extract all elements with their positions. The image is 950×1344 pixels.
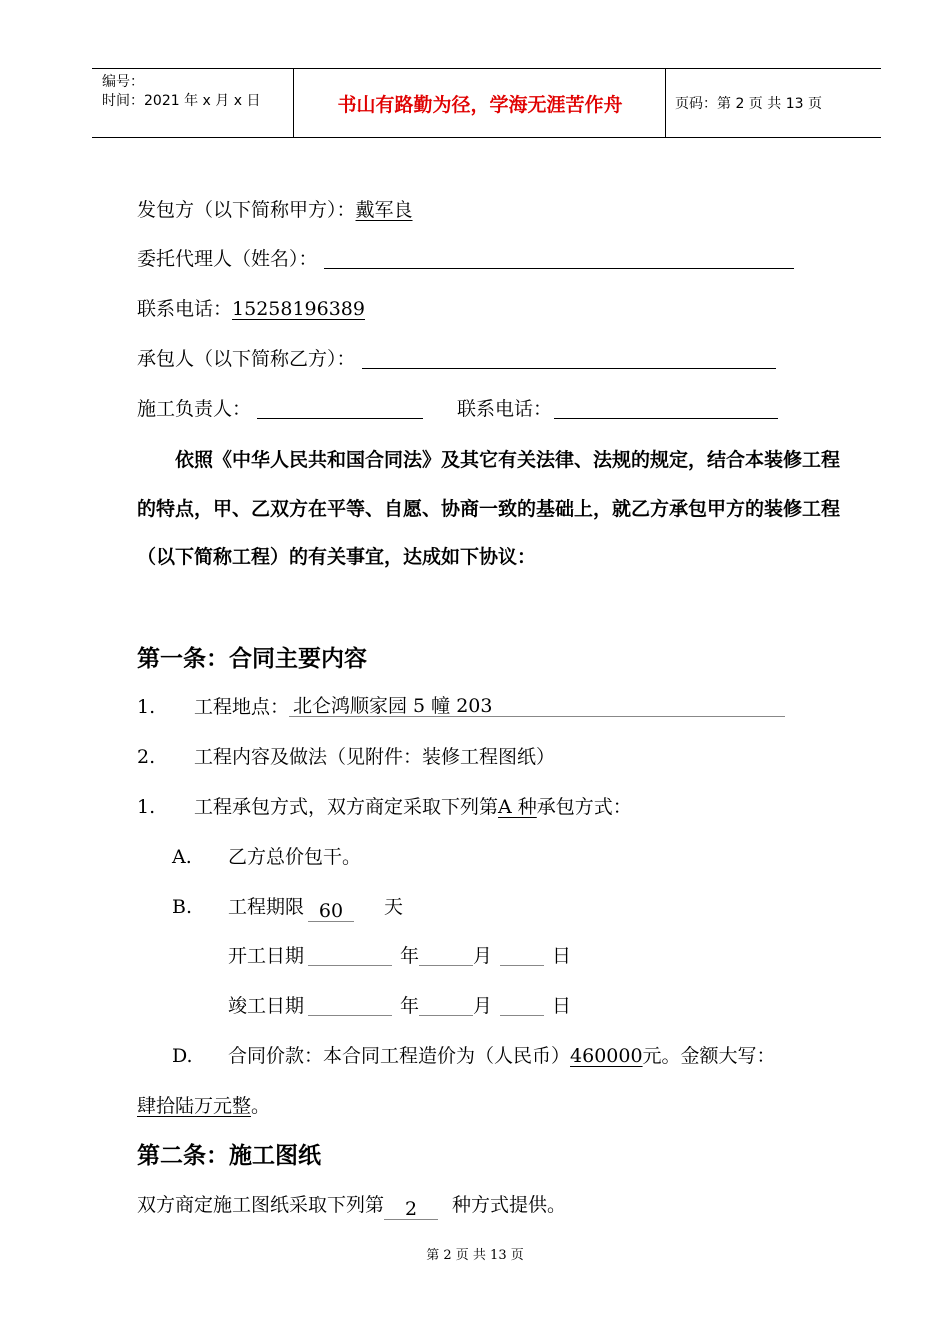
site-manager-blank: [257, 398, 423, 419]
contractor-label: 承包人（以下简称乙方）：: [137, 348, 356, 370]
start-month-blank: [419, 945, 473, 966]
site-manager-label: 施工负责人：: [137, 398, 252, 420]
header-page-number: 页码：第 2 页 共 13 页: [675, 96, 822, 112]
item1-value-field: [289, 696, 785, 717]
option-a-letter: A.: [172, 846, 192, 868]
option-d-pre: 合同价款：本合同工程造价为（人民币）: [228, 1045, 571, 1067]
start-date: [228, 942, 571, 970]
option-a-text: 乙方总价包干。: [228, 846, 362, 868]
number-label: 编号：: [102, 74, 144, 90]
option-b-letter: B.: [172, 896, 193, 918]
article2-choice: 2: [384, 1199, 438, 1220]
end-day-label: 日: [552, 995, 572, 1017]
amount-words-line: [137, 1092, 270, 1120]
phone-line: [137, 295, 365, 323]
option-b-unit: 天: [384, 896, 404, 918]
employer-label: 发包方（以下简称甲方）：: [137, 199, 356, 221]
item3: [137, 793, 632, 821]
article2-pre: 双方商定施工图纸采取下列第: [137, 1194, 385, 1216]
option-d-letter: D.: [172, 1045, 193, 1067]
start-day-blank: [500, 945, 544, 966]
item2-text: 工程内容及做法（见附件：装修工程图纸）: [194, 746, 556, 768]
article2-title: 第二条：施工图纸: [137, 1142, 321, 1169]
contractor-blank: [362, 348, 776, 369]
end-date-label: 竣工日期: [228, 995, 305, 1017]
start-date-label: 开工日期: [228, 945, 305, 967]
phone-label-2: 联系电话：: [457, 398, 553, 420]
agent-label: 委托代理人（姓名）：: [137, 248, 318, 270]
article2-text: [137, 1191, 566, 1219]
article2-post: 种方式提供。: [452, 1194, 567, 1216]
amount-in-words: 肆拾陆万元整: [137, 1095, 252, 1117]
start-year-blank: [308, 945, 392, 966]
end-year-blank: [308, 995, 392, 1016]
header-meta: [102, 73, 260, 111]
end-month-blank: [419, 995, 473, 1016]
option-a: [172, 843, 361, 871]
start-day-label: 日: [552, 945, 572, 967]
item1-label: 工程地点：: [194, 696, 290, 718]
contractor-line: [137, 345, 776, 373]
phone-label: 联系电话：: [137, 298, 233, 320]
item1-num: 1.: [137, 696, 156, 718]
agent-line: [137, 245, 794, 273]
phone-value: 15258196389: [232, 298, 365, 320]
end-year-label: 年: [400, 995, 420, 1017]
article1-title: 第一条：合同主要内容: [137, 645, 367, 672]
option-b-days: 60: [308, 901, 354, 922]
contract-amount: 460000: [570, 1045, 643, 1067]
item2: [137, 743, 555, 771]
amount-words-end: 。: [251, 1095, 271, 1117]
page-footer: 第 2 页 共 13 页: [426, 1248, 524, 1263]
item3-num: 1.: [137, 796, 156, 818]
document-header: [92, 68, 881, 138]
header-motto: 书山有路勤为径，学海无涯苦作舟: [337, 93, 623, 116]
start-month-label: 月: [473, 945, 493, 967]
end-date: [228, 992, 571, 1020]
employer-line: [137, 196, 413, 224]
end-day-blank: [500, 995, 544, 1016]
option-d: [172, 1042, 776, 1070]
item3-post: 承包方式：: [536, 796, 632, 818]
employer-name: 戴军良: [355, 199, 413, 221]
site-manager-line: [137, 395, 778, 423]
start-year-label: 年: [400, 945, 420, 967]
preamble: 依照《中华人民共和国合同法》及其它有关法律、法规的规定，结合本装修工程的特点，甲、乙双方在平等、自愿、协商一致的基础上，就乙方承包甲方的装修工程（以下简称工程）的有关事宜，达成如下协议：: [137, 449, 841, 568]
item1-value: 北仑鸿顺家园 5 幢 203: [293, 695, 493, 717]
item2-num: 2.: [137, 746, 156, 768]
option-b-label: 工程期限: [228, 896, 305, 918]
header-divider: [665, 69, 666, 137]
item3-choice: A 种: [498, 796, 537, 818]
end-month-label: 月: [473, 995, 493, 1017]
item3-pre: 工程承包方式，双方商定采取下列第: [194, 796, 499, 818]
option-d-post: 元。金额大写：: [642, 1045, 776, 1067]
item1: [137, 693, 785, 721]
option-b: [172, 893, 403, 921]
phone-blank-2: [554, 398, 778, 419]
time-label: 时间：2021 年 x 月 x 日: [102, 93, 261, 109]
agent-blank: [324, 248, 794, 269]
